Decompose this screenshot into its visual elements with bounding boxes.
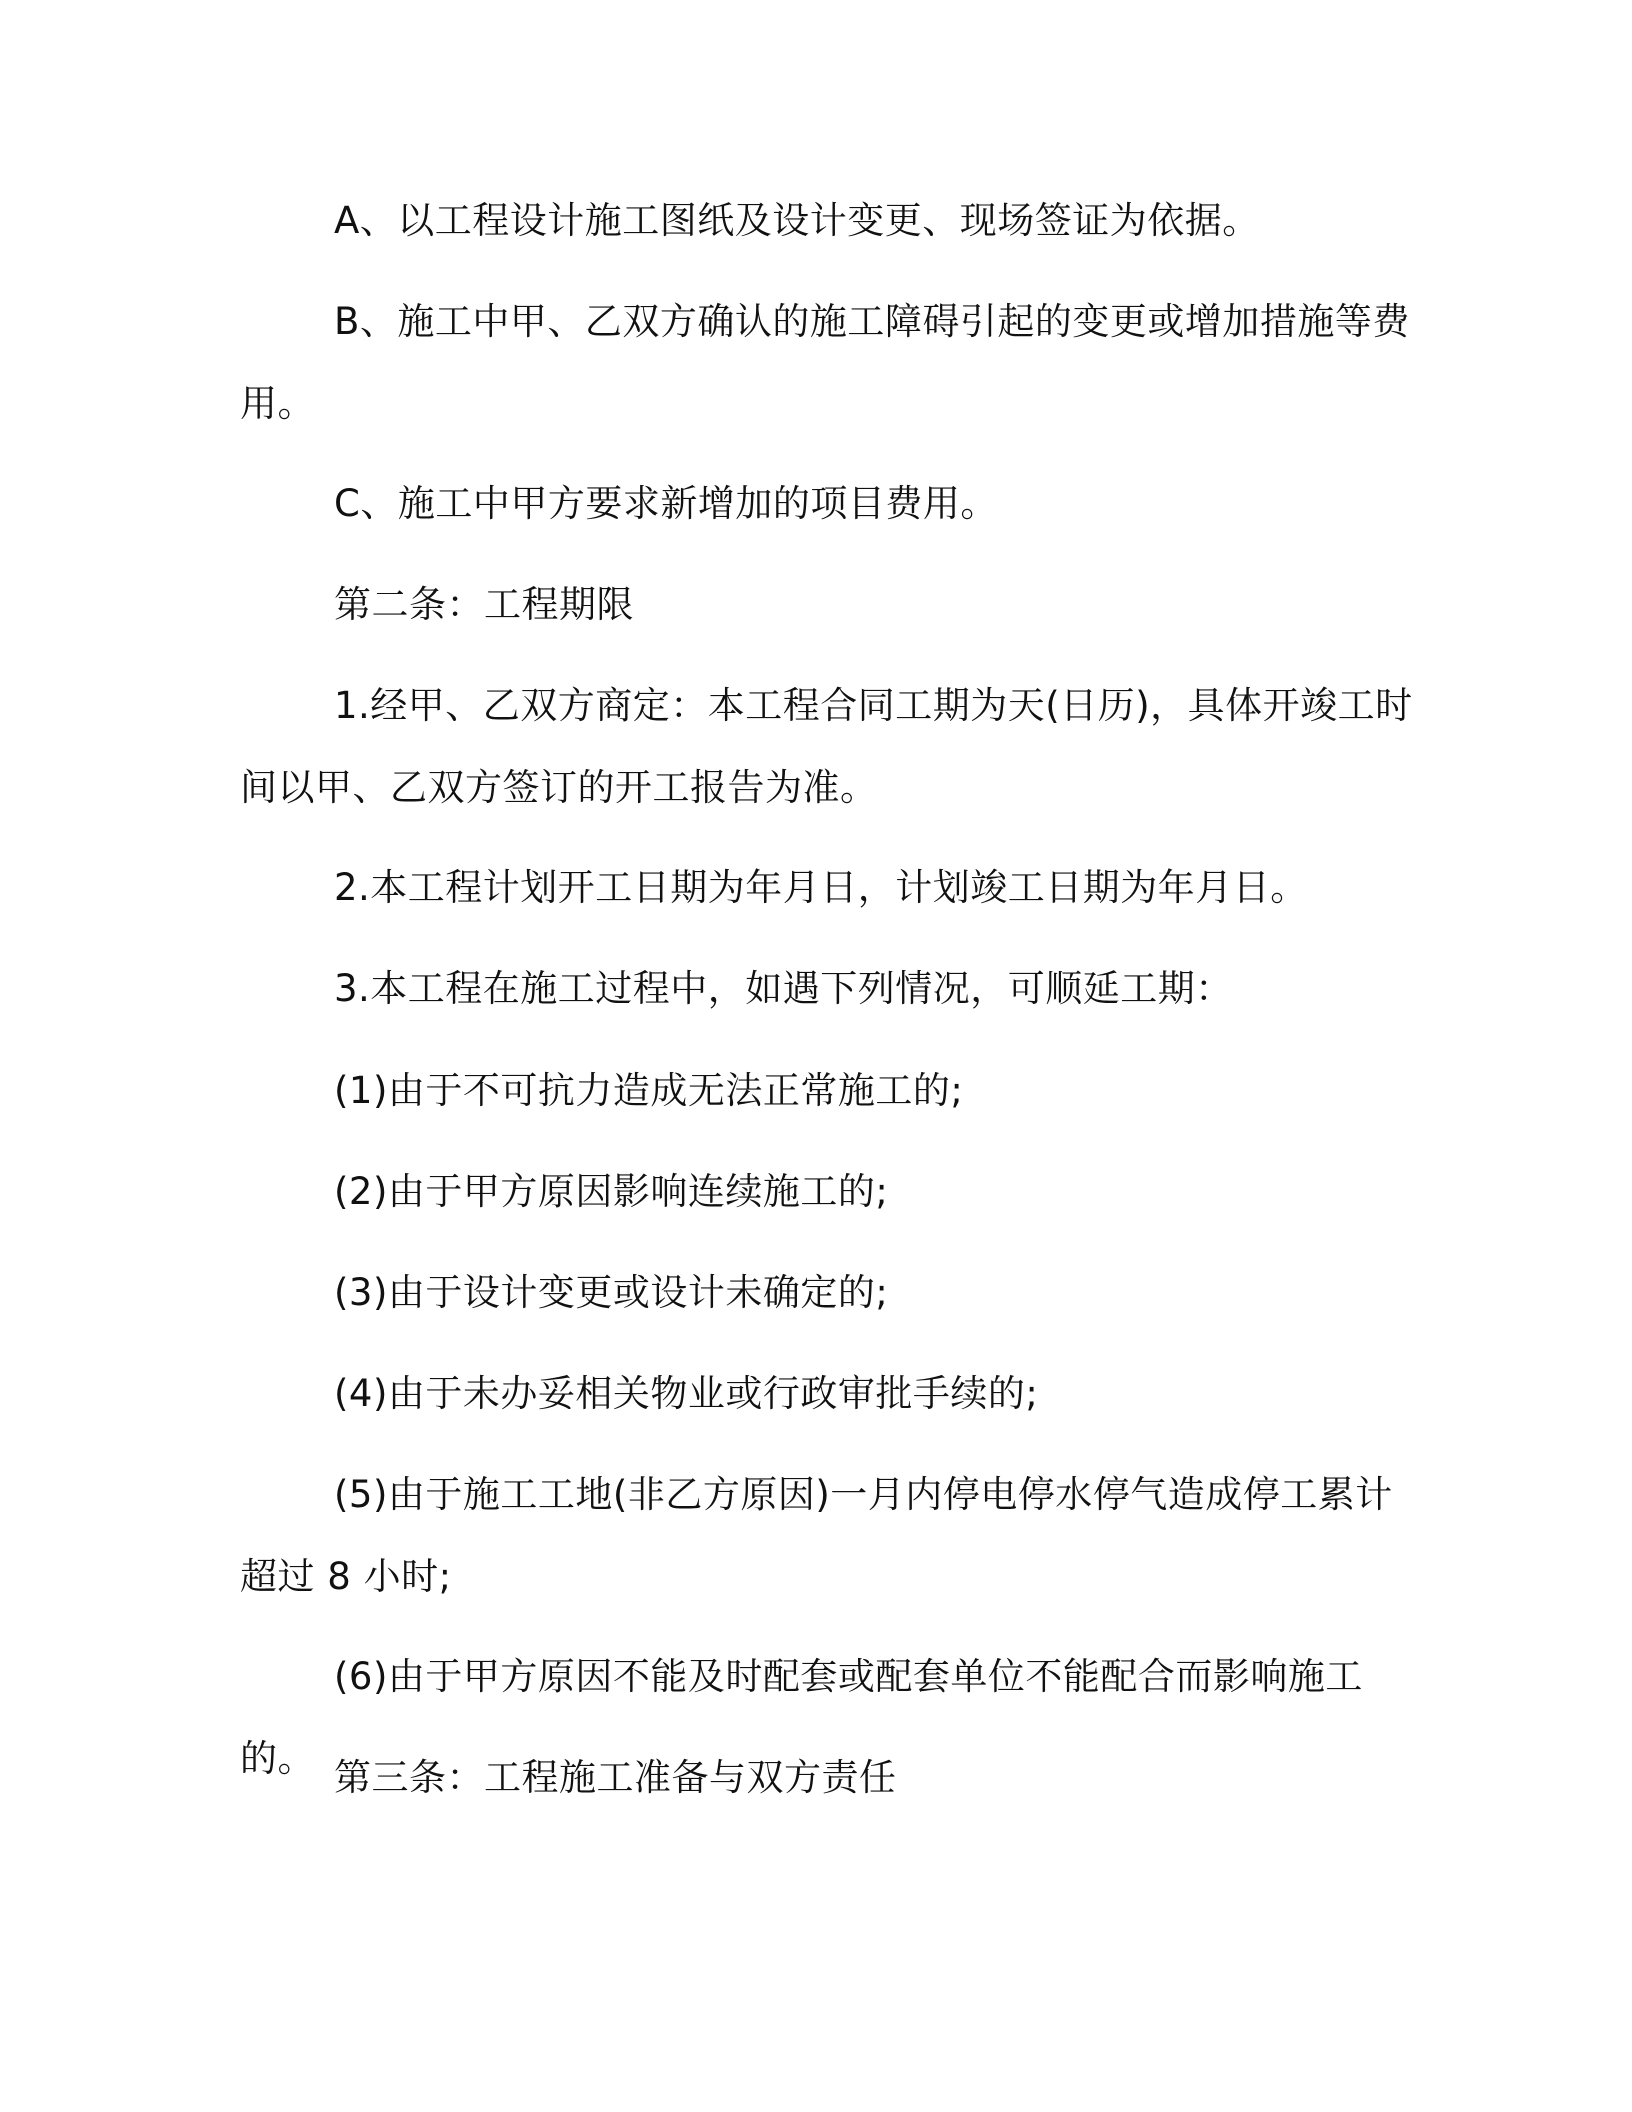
paragraph-term-2: 2.本工程计划开工日期为年月日，计划竣工日期为年月日。 [334,866,1308,909]
paragraph-term-3: 3.本工程在施工过程中，如遇下列情况，可顺延工期： [334,967,1233,1010]
paragraph-basis-a: A、以工程设计施工图纸及设计变更、现场签证为依据。 [334,199,1260,242]
list-item-extension-5: (5)由于施工工地(非乙方原因)一月内停电停水停气造成停工累计超过 8 小时; [240,1473,1393,1598]
section-heading-article-2: 第二条：工程期限 [334,583,634,626]
list-item-extension-4: (4)由于未办妥相关物业或行政审批手续的; [334,1372,1039,1415]
section-heading-article-3: 第三条：工程施工准备与双方责任 [334,1756,897,1799]
paragraph-basis-c: C、施工中甲方要求新增加的项目费用。 [334,482,998,525]
paragraph-term-1: 1.经甲、乙双方商定：本工程合同工期为天(日历)，具体开竣工时间以甲、乙双方签订的开工报告为准。 [240,684,1413,809]
list-item-extension-1: (1)由于不可抗力造成无法正常施工的; [334,1069,964,1112]
list-item-extension-3: (3)由于设计变更或设计未确定的; [334,1271,889,1314]
list-item-extension-6: (6)由于甲方原因不能及时配套或配套单位不能配合而影响施工的。 [240,1655,1363,1780]
list-item-extension-2: (2)由于甲方原因影响连续施工的; [334,1170,889,1213]
paragraph-basis-b: B、施工中甲、乙双方确认的施工障碍引起的变更或增加措施等费用。 [240,300,1410,425]
